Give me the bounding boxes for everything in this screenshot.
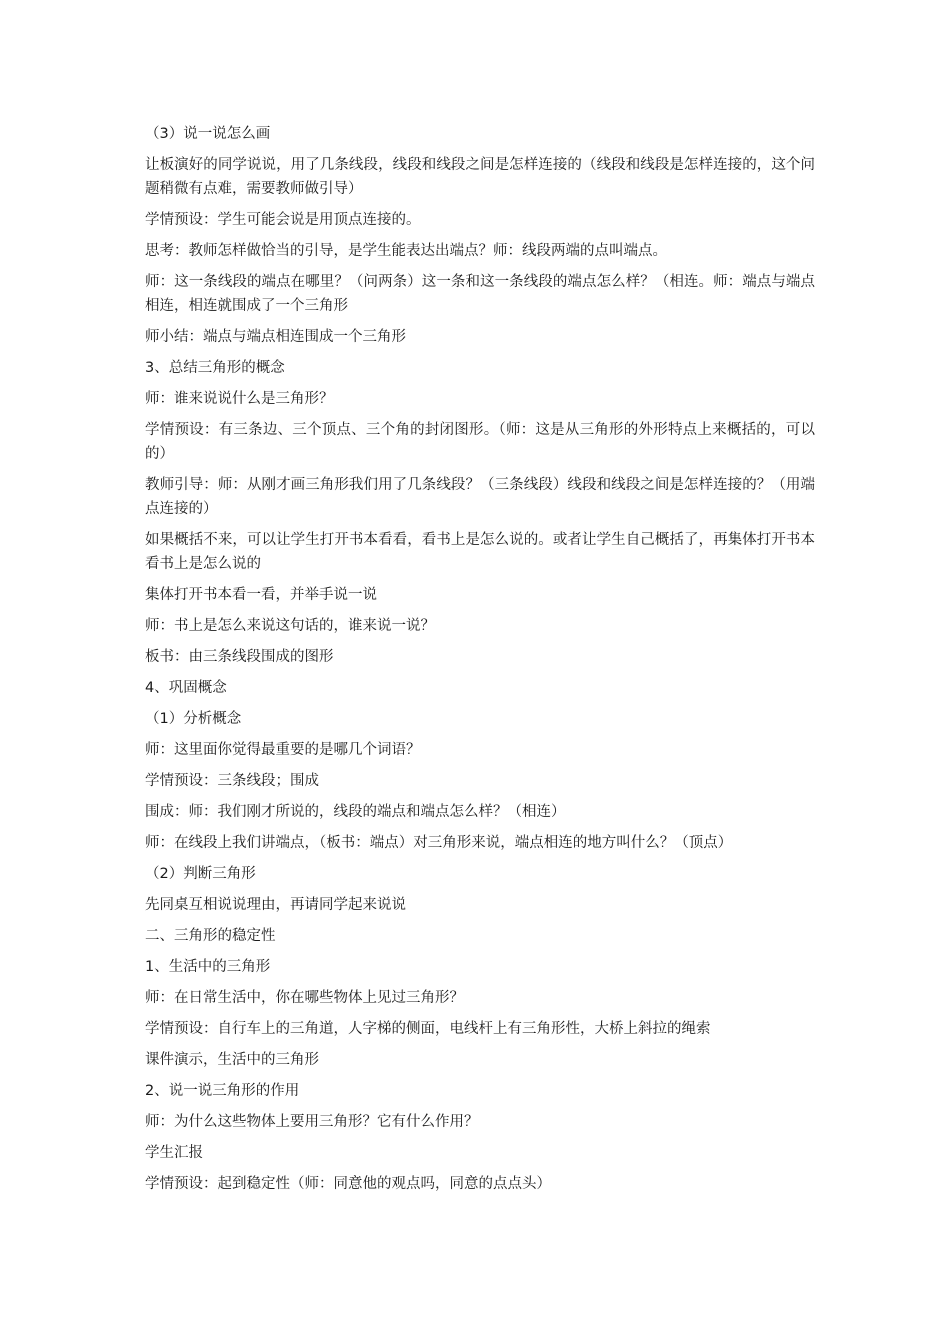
body-paragraph: 师：在线段上我们讲端点，（板书：端点）对三角形来说，端点相连的地方叫什么？（顶点）: [145, 835, 733, 851]
body-paragraph: 师：这一条线段的端点在哪里？（问两条）这一条和这一条线段的端点怎么样？（相连。师：端点与端点相连，相连就围成了一个三角形: [145, 274, 815, 314]
section-heading: 4、巩固概念: [145, 680, 227, 696]
step-heading: （3）说一说怎么画: [145, 126, 271, 142]
body-paragraph: 围成：师：我们刚才所说的，线段的端点和端点怎么样？（相连）: [145, 804, 566, 820]
body-paragraph: 让板演好的同学说说，用了几条线段，线段和线段之间是怎样连接的（线段和线段是怎样连接的，这个问题稍微有点难，需要教师做引导）: [145, 157, 815, 197]
body-paragraph: 师：谁来说说什么是三角形？: [145, 391, 334, 407]
body-paragraph: 师：为什么这些物体上要用三角形？它有什么作用？: [145, 1114, 479, 1130]
body-paragraph: 师小结：端点与端点相连围成一个三角形: [145, 329, 406, 345]
document-body: [145, 122, 815, 1203]
body-paragraph: 学情预设：自行车上的三角道，人字梯的侧面，电线杆上有三角形性，大桥上斜拉的绳索: [145, 1021, 711, 1037]
body-paragraph: 学生汇报: [145, 1145, 203, 1161]
body-paragraph: 学情预设：起到稳定性（师：同意他的观点吗，同意的点点头）: [145, 1176, 551, 1192]
body-paragraph: 思考：教师怎样做恰当的引导，是学生能表达出端点？师：线段两端的点叫端点。: [145, 243, 667, 259]
step-heading: （2）判断三角形: [145, 866, 256, 882]
section-heading: 2、说一说三角形的作用: [145, 1083, 300, 1099]
body-paragraph: 学情预设：学生可能会说是用顶点连接的。: [145, 212, 421, 228]
body-paragraph: 教师引导：师：从刚才画三角形我们用了几条线段？（三条线段）线段和线段之间是怎样连接的？（用端点连接的）: [145, 477, 815, 517]
body-paragraph: 学情预设：三条线段；围成: [145, 773, 319, 789]
body-paragraph: 师：这里面你觉得最重要的是哪几个词语？: [145, 742, 421, 758]
body-paragraph: 先同桌互相说说理由，再请同学起来说说: [145, 897, 406, 913]
body-paragraph: 师：在日常生活中，你在哪些物体上见过三角形？: [145, 990, 464, 1006]
section-heading: 3、总结三角形的概念: [145, 360, 285, 376]
step-heading: （1）分析概念: [145, 711, 242, 727]
body-paragraph: 学情预设：有三条边、三个顶点、三个角的封闭图形。（师：这是从三角形的外形特点上来概括的，可以的）: [145, 422, 815, 462]
body-paragraph: 课件演示，生活中的三角形: [145, 1052, 319, 1068]
body-paragraph: 师：书上是怎么来说这句话的，谁来说一说？: [145, 618, 435, 634]
body-paragraph: 集体打开书本看一看，并举手说一说: [145, 587, 377, 603]
chapter-heading: 二、三角形的稳定性: [145, 928, 276, 944]
section-heading: 1、生活中的三角形: [145, 959, 271, 975]
body-paragraph: 板书：由三条线段围成的图形: [145, 649, 334, 665]
body-paragraph: 如果概括不来，可以让学生打开书本看看，看书上是怎么说的。或者让学生自己概括了，再集体打开书本看书上是怎么说的: [145, 532, 815, 572]
